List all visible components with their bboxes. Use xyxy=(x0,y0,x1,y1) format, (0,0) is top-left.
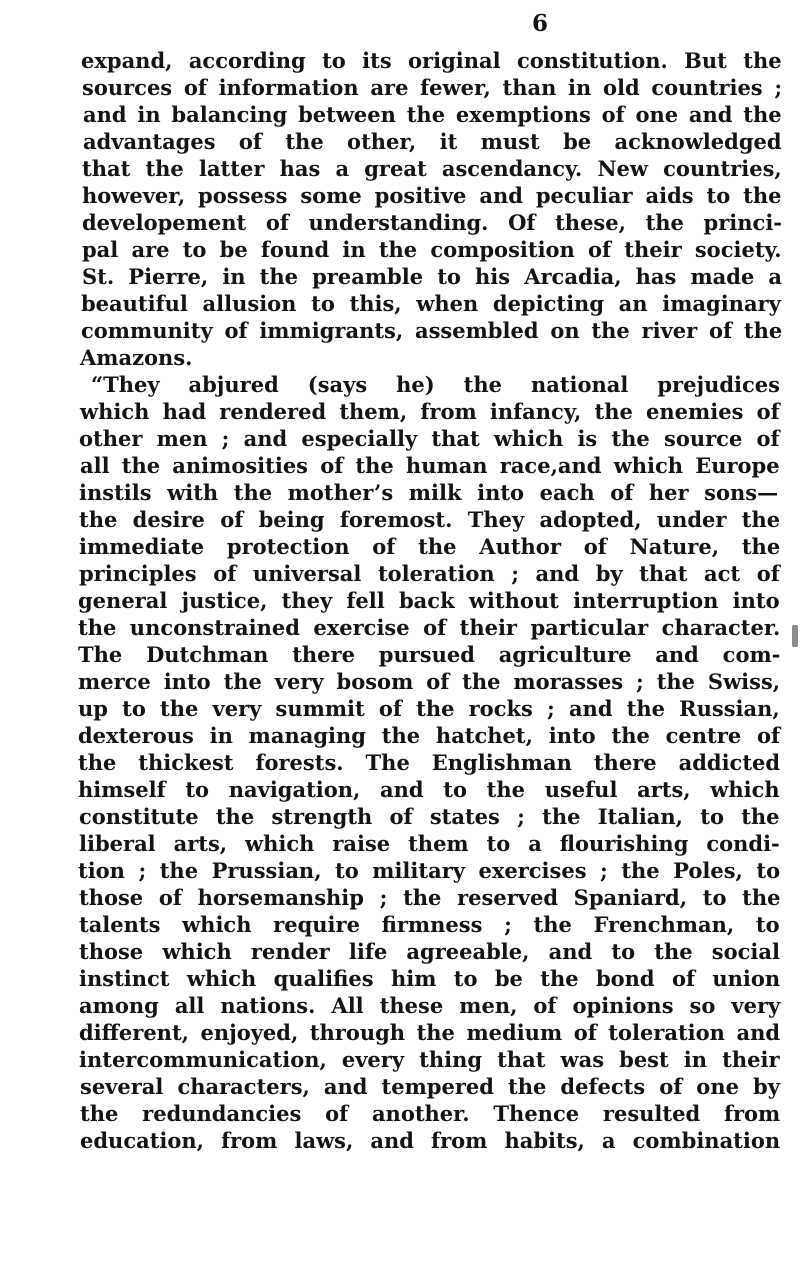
binding-edge-mark xyxy=(792,625,798,647)
text-line: those which render life agreeable, and to the social xyxy=(79,939,780,964)
text-line: and in balancing between the exemptions of one and the xyxy=(83,102,782,127)
text-line: community of immigrants, assembled on the river of the xyxy=(81,318,783,343)
text-line: The Dutchman there pursued agriculture and com- xyxy=(78,642,781,667)
text-line: among all nations. All these men, of opinions so very xyxy=(79,993,781,1018)
text-line: several characters, and tempered the defects of one by xyxy=(80,1074,780,1099)
text-line: “They abjured (says he) the national prejudices xyxy=(91,372,780,397)
text-line: the thickest forests. The Englishman there addicted xyxy=(78,750,781,775)
text-line: liberal arts, which raise them to a flourishing condi- xyxy=(79,831,780,856)
text-line: merce into the very bosom of the morasses ; the Swiss, xyxy=(78,669,781,694)
text-line: the desire of being foremost. They adopted, under the xyxy=(79,507,781,532)
text-line: expand, according to its original constitution. But the xyxy=(81,48,782,73)
text-line: immediate protection of the Author of Nature, the xyxy=(79,534,781,559)
text-line: instils with the mother’s milk into each of her sons— xyxy=(79,480,779,505)
text-line: developement of understanding. Of these, the princi- xyxy=(82,210,783,235)
text-line: different, enjoyed, through the medium of toleration and xyxy=(79,1020,781,1045)
text-line: principles of universal toleration ; and by that act of xyxy=(79,561,780,586)
text-line: beautiful allusion to this, when depicting an imaginary xyxy=(81,291,781,316)
text-line: up to the very summit of the rocks ; and the Russian, xyxy=(78,696,780,721)
text-line: instinct which qualifies him to be the bond of union xyxy=(79,966,781,991)
text-line: other men ; and especially that which is the source of xyxy=(79,426,780,451)
text-line: talents which require firmness ; the Frenchman, to xyxy=(79,912,780,937)
text-line: tion ; the Prussian, to military exercises ; the Poles, to xyxy=(78,858,781,883)
page-number: 6 xyxy=(531,10,548,37)
text-line: that the latter has a great ascendancy. New countries, xyxy=(82,156,782,181)
text-line: all the animosities of the human race,and which Europe xyxy=(80,453,780,478)
text-line: which had rendered them, from infancy, the enemies of xyxy=(80,399,780,424)
text-line: dexterous in managing the hatchet, into the centre of xyxy=(78,723,781,748)
text-line: Amazons. xyxy=(80,345,193,370)
text-line: however, possess some positive and peculiar aids to the xyxy=(82,183,782,208)
text-line: pal are to be found in the composition of their society. xyxy=(82,237,782,262)
text-line: general justice, they fell back without interruption into xyxy=(78,588,780,613)
text-line: the unconstrained exercise of their particular character. xyxy=(78,615,781,640)
text-line: himself to navigation, and to the useful arts, which xyxy=(78,777,780,802)
text-line: intercommunication, every thing that was best in their xyxy=(79,1047,780,1072)
text-line: sources of information are fewer, than in old countries ; xyxy=(82,75,783,100)
text-line: education, from laws, and from habits, a combination xyxy=(80,1128,781,1153)
text-line: the redundancies of another. Thence resulted from xyxy=(80,1101,781,1126)
text-line: advantages of the other, it must be acknowledged xyxy=(83,129,782,154)
text-line: constitute the strength of states ; the Italian, to the xyxy=(79,804,780,829)
text-line: St. Pierre, in the preamble to his Arcadia, has made a xyxy=(82,264,783,289)
text-line: those of horsemanship ; the reserved Spaniard, to the xyxy=(79,885,781,910)
